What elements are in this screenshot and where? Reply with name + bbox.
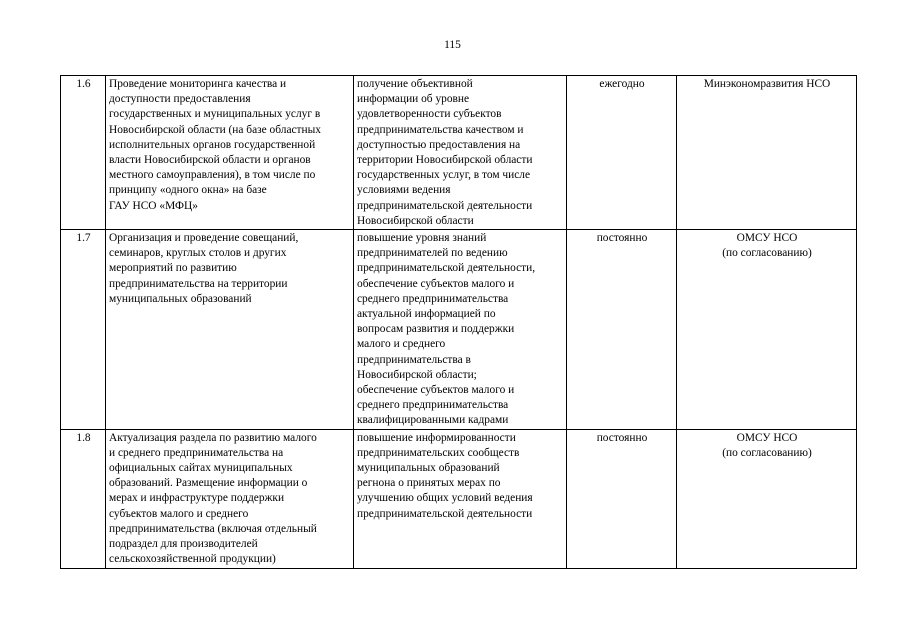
responsible-line: ОМСУ НСО — [736, 232, 798, 245]
result-line: квалифицированными кадрами — [357, 414, 509, 427]
result-line: получение объективной — [357, 78, 473, 90]
event-cell — [106, 76, 354, 230]
event-line: местного самоуправления), в том числе по — [109, 169, 316, 182]
event-line: и среднего предпринимательства на — [109, 446, 284, 459]
event-line: государственных и муниципальных услуг в — [109, 108, 321, 121]
event-line: сельскохозяйственной продукции) — [109, 553, 276, 566]
result-line: предпринимательства качеством и — [357, 123, 524, 136]
result-line: предпринимательских сообществ — [357, 446, 520, 459]
result-cell — [354, 429, 567, 568]
row-number: 1.6 — [76, 78, 91, 90]
responsible-line: ОМСУ НСО — [736, 431, 798, 444]
event-line: предпринимательства на территории — [109, 277, 288, 290]
row-number-cell — [61, 230, 106, 430]
result-line: актуальной информацией по — [357, 308, 496, 321]
result-line: муниципальных образований — [357, 462, 500, 475]
event-line: исполнительных органов государственной — [109, 138, 316, 151]
result-line: повышение уровня знаний — [357, 232, 487, 245]
event-line: образований. Размещение информации о — [109, 477, 308, 490]
event-line: Актуализация раздела по развитию малого — [109, 431, 317, 444]
result-cell — [354, 76, 567, 230]
event-line: семинаров, круглых столов и других — [109, 247, 287, 260]
result-line: предпринимательской деятельности — [357, 199, 533, 212]
event-line: Организация и проведение совещаний, — [109, 232, 299, 245]
row-number-cell — [61, 76, 106, 230]
term-cell — [567, 429, 677, 568]
result-line: малого и среднего — [357, 338, 446, 351]
result-line: Новосибирской области — [357, 214, 474, 227]
result-line: среднего предпринимательства — [357, 292, 509, 305]
event-line: муниципальных образований — [109, 292, 252, 305]
responsible-cell — [677, 76, 857, 230]
event-line: Новосибирской области (на базе областных — [109, 123, 321, 136]
result-line: регнона о принятых мерах по — [357, 477, 501, 490]
result-line: информации об уровне — [357, 93, 470, 106]
result-line: территории Новосибирской области — [357, 154, 533, 167]
result-line: обеспечение субъектов малого и — [357, 384, 515, 397]
term-cell — [567, 76, 677, 230]
result-line: предпринимательской деятельности — [357, 507, 533, 520]
result-line: условиями ведения — [357, 184, 451, 197]
event-line: предпринимательства (включая отдельный — [109, 522, 317, 535]
event-line: мерах и инфраструктуре поддержки — [109, 492, 285, 505]
result-line: улучшению общих условий ведения — [357, 492, 533, 505]
result-cell — [354, 230, 567, 430]
event-line: принципу «одного окна» на базе — [109, 184, 267, 197]
result-line: повышение информированности — [357, 431, 516, 444]
event-line: официальных сайтах муниципальных — [109, 462, 293, 475]
event-cell — [106, 230, 354, 430]
responsible-note: (по согласованию) — [722, 446, 812, 459]
event-line: доступности предоставления — [109, 93, 251, 106]
responsible-note: (по согласованию) — [722, 247, 812, 260]
page-number: 115 — [444, 39, 461, 51]
event-line: власти Новосибирской области и органов — [109, 154, 311, 167]
result-line: обеспечение субъектов малого и — [357, 277, 515, 290]
responsible-cell — [677, 429, 857, 568]
result-line: предпринимательской деятельности, — [357, 262, 536, 275]
result-line: государственных услуг, в том числе — [357, 169, 531, 182]
responsible-cell — [677, 230, 857, 430]
event-line: ГАУ НСО «МФЦ» — [109, 199, 198, 212]
table-row — [61, 230, 857, 430]
term-text: постоянно — [596, 431, 648, 444]
responsible-line: Минэкономразвития НСО — [703, 78, 831, 90]
row-number: 1.8 — [76, 431, 91, 444]
table-row — [61, 76, 857, 230]
row-number: 1.7 — [76, 232, 91, 245]
row-number-cell — [61, 429, 106, 568]
event-line: подраздел для производителей — [109, 538, 258, 551]
result-line: удовлетворенности субъектов — [357, 108, 502, 121]
result-line: предпринимателей по ведению — [357, 247, 508, 260]
result-line: среднего предпринимательства — [357, 399, 509, 412]
term-text: постоянно — [596, 232, 648, 245]
result-line: Новосибирской области; — [357, 368, 477, 381]
result-line: вопросам развития и поддержки — [357, 323, 515, 336]
term-cell — [567, 230, 677, 430]
event-cell — [106, 429, 354, 568]
result-line: предпринимательства в — [357, 353, 471, 366]
term-text: ежегодно — [599, 78, 645, 90]
event-line: мероприятий по развитию — [109, 262, 237, 275]
measures-table — [60, 75, 857, 569]
table-row — [61, 429, 857, 568]
event-line: субъектов малого и среднего — [109, 507, 249, 520]
event-line: Проведение мониторинга качества и — [109, 78, 287, 90]
result-line: доступностью предоставления на — [357, 138, 521, 151]
